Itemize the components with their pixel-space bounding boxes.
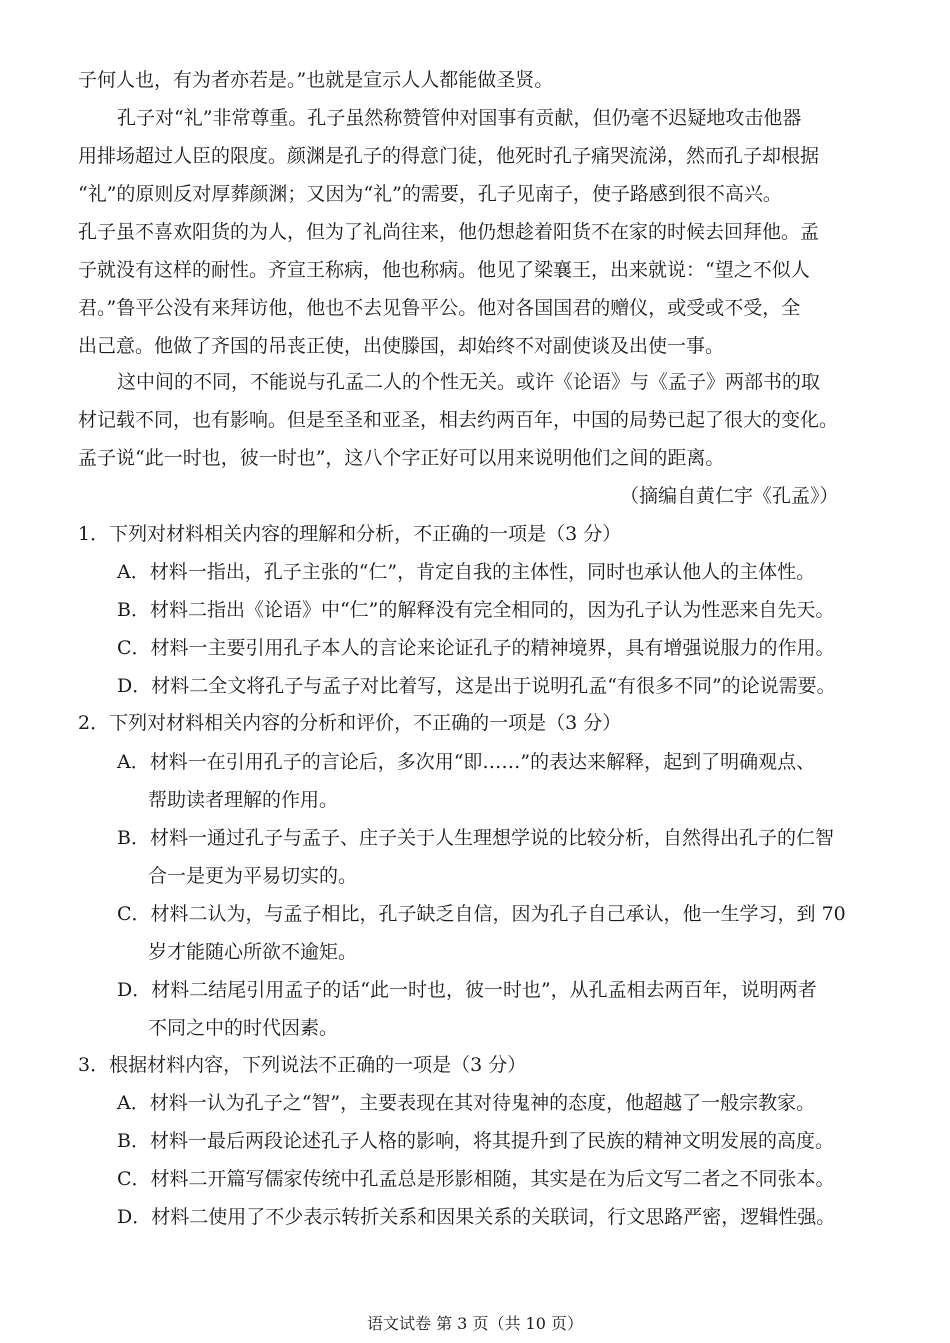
passage-line: 这中间的不同，不能说与孔孟二人的个性无关。或许《论语》与《孟子》两部书的取 bbox=[117, 371, 821, 393]
passage-line: “礼”的原则反对厚葬颜渊；又因为“礼”的需要，孔子见南子，使子路感到很不高兴。 bbox=[78, 183, 782, 205]
question-stem: 1．下列对材料相关内容的理解和分析，不正确的一项是（3 分） bbox=[78, 523, 622, 545]
question-stem: 2．下列对材料相关内容的分析和评价，不正确的一项是（3 分） bbox=[78, 712, 622, 734]
answer-option-continuation: 合一是更为平易切实的。 bbox=[148, 865, 358, 887]
answer-option-d: D．材料二使用了不少表示转折关系和因果关系的关联词，行文思路严密，逻辑性强。 bbox=[117, 1206, 836, 1228]
passage-line: 子何人也，有为者亦若是。”也就是宣示人人都能做圣贤。 bbox=[78, 69, 554, 91]
answer-option-a: A．材料一认为孔子之“智”，主要表现在其对待鬼神的态度，他超越了一般宗教家。 bbox=[117, 1092, 816, 1114]
answer-option-continuation: 帮助读者理解的作用。 bbox=[148, 789, 339, 811]
answer-option-b: B．材料二指出《论语》中“仁”的解释没有完全相同的，因为孔子认为性恶来自先天。 bbox=[117, 599, 835, 621]
passage-line: 君。”鲁平公没有来拜访他，他也不去见鲁平公。他对各国国君的赠仪，或受或不受，全 bbox=[78, 297, 801, 319]
passage-line: 材记载不同，也有影响。但是至圣和亚圣，相去约两百年，中国的局势已起了很大的变化。 bbox=[78, 409, 839, 431]
question-stem: 3．根据材料内容，下列说法不正确的一项是（3 分） bbox=[78, 1054, 527, 1076]
passage-source: （摘编自黄仁宇《孔孟》） bbox=[620, 485, 839, 507]
passage-line: 孔子虽不喜欢阳货的为人，但为了礼尚往来，他仍想趁着阳货不在家的时候去回拜他。孟 bbox=[78, 221, 820, 243]
answer-option-c: C．材料二认为，与孟子相比，孔子缺乏自信，因为孔子自己承认，他一生学习，到 70 bbox=[117, 903, 846, 925]
answer-option-c: C．材料一主要引用孔子本人的言论来论证孔子的精神境界，具有增强说服力的作用。 bbox=[117, 637, 835, 659]
answer-option-continuation: 不同之中的时代因素。 bbox=[148, 1017, 339, 1039]
answer-option-b: B．材料一通过孔子与孟子、庄子关于人生理想学说的比较分析，自然得出孔子的仁智 bbox=[117, 827, 834, 849]
answer-option-d: D．材料二全文将孔子与孟子对比着写，这是出于说明孔孟“有很多不同”的论说需要。 bbox=[117, 675, 836, 697]
answer-option-d: D．材料二结尾引用孟子的话“此一时也，彼一时也”，从孔孟相去两百年，说明两者 bbox=[117, 979, 817, 1001]
answer-option-continuation: 岁才能随心所欲不逾矩。 bbox=[148, 941, 358, 963]
answer-option-a: A．材料一指出，孔子主张的“仁”，肯定自我的主体性，同时也承认他人的主体性。 bbox=[117, 561, 816, 583]
passage-line: 孔子对“礼”非常尊重。孔子虽然称赞管仲对国事有贡献，但仍毫不迟疑地攻击他器 bbox=[117, 107, 802, 129]
page-footer: 语文试卷 第 3 页（共 10 页） bbox=[367, 1314, 583, 1333]
passage-line: 用排场超过人臣的限度。颜渊是孔子的得意门徒，他死时孔子痛哭流涕，然而孔子却根据 bbox=[78, 145, 820, 167]
passage-line: 出己意。他做了齐国的吊丧正使，出使滕国，却始终不对副使谈及出使一事。 bbox=[78, 335, 725, 357]
answer-option-b: B．材料一最后两段论述孔子人格的影响，将其提升到了民族的精神文明发展的高度。 bbox=[117, 1130, 834, 1152]
answer-option-c: C．材料二开篇写儒家传统中孔孟总是形影相随，其实是在为后文写二者之不同张本。 bbox=[117, 1168, 835, 1190]
passage-line: 子就没有这样的耐性。齐宣王称病，他也称病。他见了梁襄王，出来就说：“望之不似人 bbox=[78, 259, 810, 281]
answer-option-a: A．材料一在引用孔子的言论后，多次用“即……”的表达来解释，起到了明确观点、 bbox=[117, 751, 816, 773]
passage-line: 孟子说“此一时也，彼一时也”，这八个字正好可以用来说明他们之间的距离。 bbox=[78, 447, 725, 469]
